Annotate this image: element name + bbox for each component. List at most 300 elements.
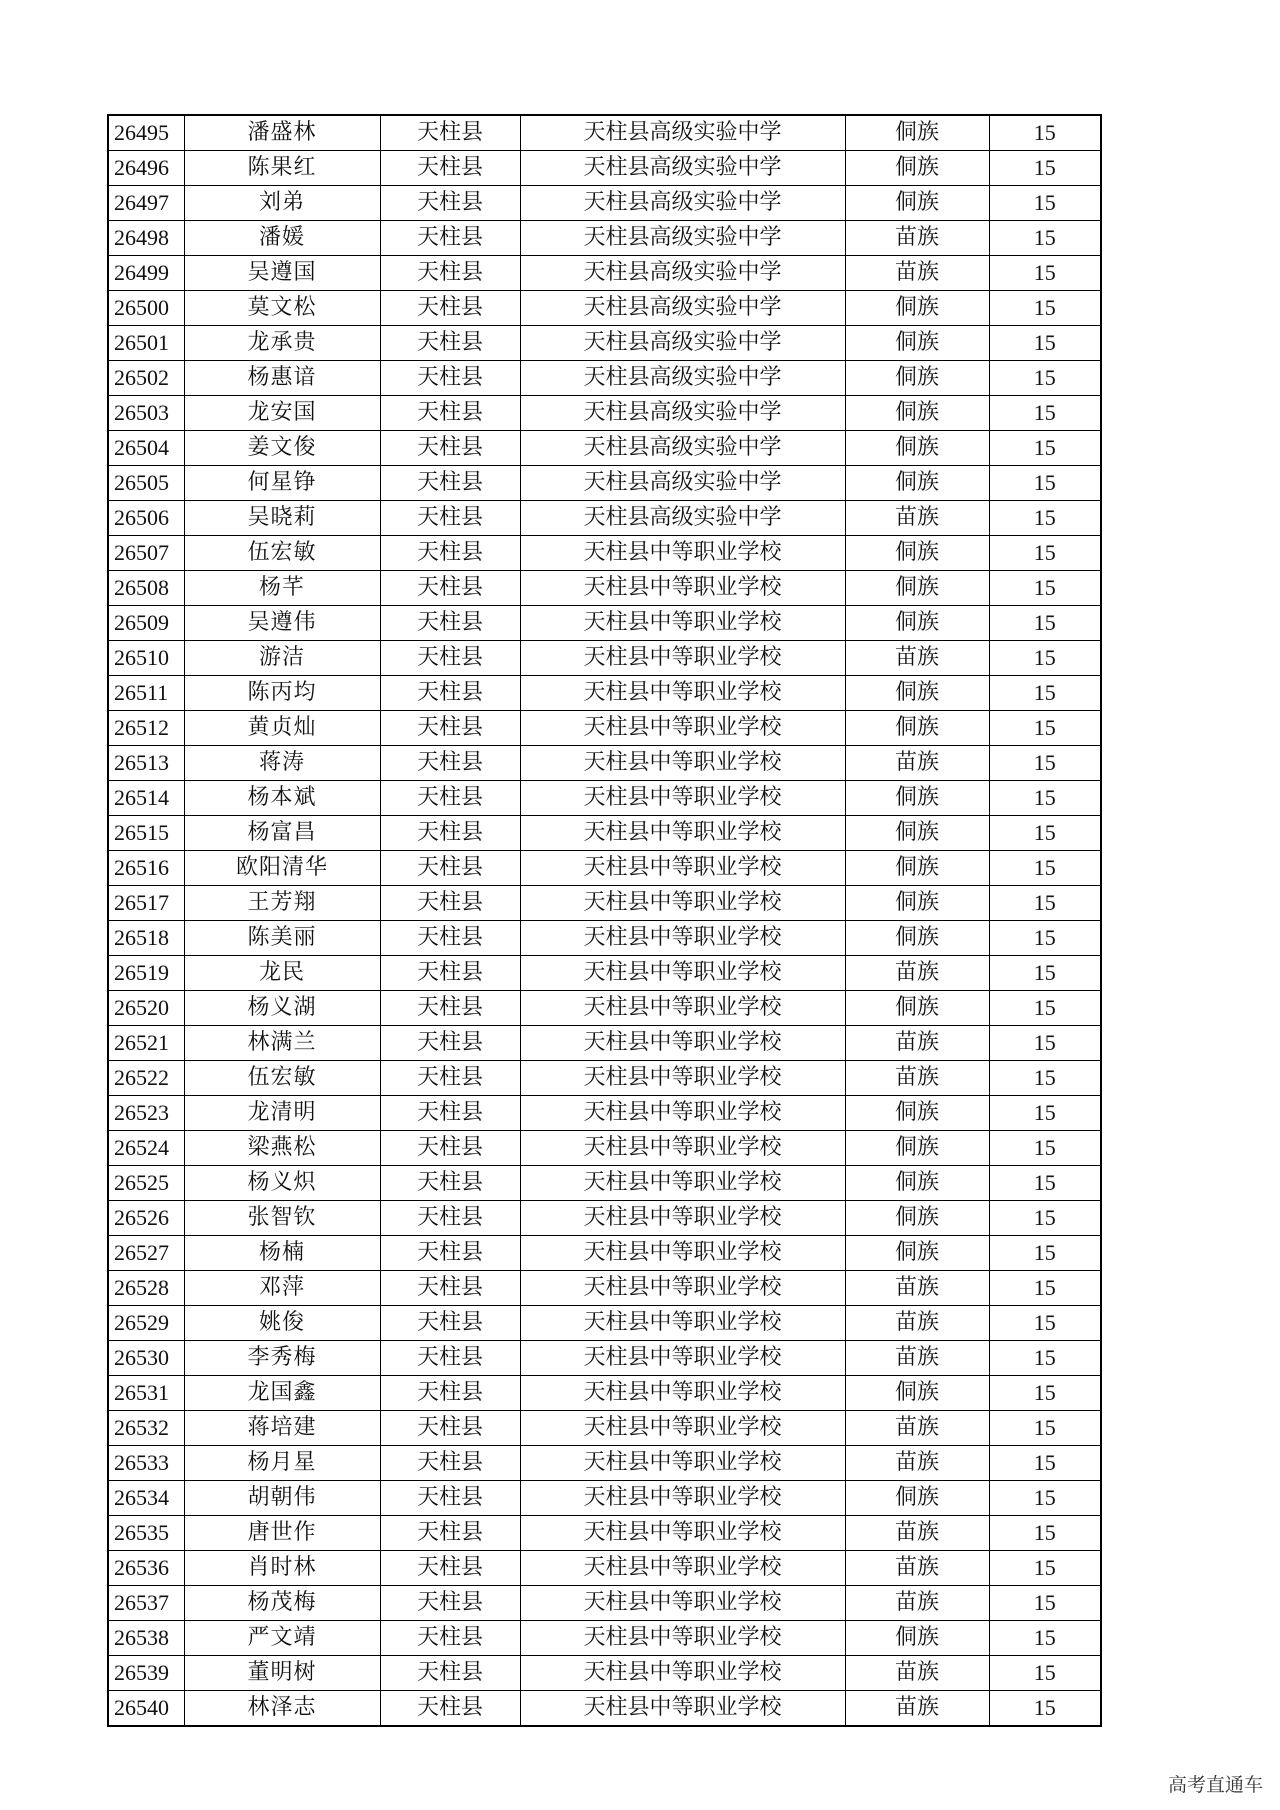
- county-cell: 天柱县: [380, 361, 520, 396]
- school-cell: 天柱县中等职业学校: [520, 641, 845, 676]
- student-name-cell: 蒋涛: [184, 746, 380, 781]
- ethnicity-cell: 侗族: [845, 1376, 989, 1411]
- school-cell: 天柱县中等职业学校: [520, 746, 845, 781]
- row-number-cell: 26509: [108, 606, 184, 641]
- ethnicity-cell: 苗族: [845, 1341, 989, 1376]
- ethnicity-cell: 侗族: [845, 921, 989, 956]
- ethnicity-cell: 侗族: [845, 291, 989, 326]
- ethnicity-cell: 苗族: [845, 221, 989, 256]
- county-cell: 天柱县: [380, 396, 520, 431]
- student-name-cell: 杨义湖: [184, 991, 380, 1026]
- table-row: [108, 1061, 1101, 1096]
- bonus-points-cell: 15: [989, 1481, 1101, 1516]
- table-row: [108, 1481, 1101, 1516]
- row-number-cell: 26517: [108, 886, 184, 921]
- county-cell: 天柱县: [380, 711, 520, 746]
- county-cell: 天柱县: [380, 1586, 520, 1621]
- school-cell: 天柱县高级实验中学: [520, 115, 845, 151]
- table-row: [108, 746, 1101, 781]
- county-cell: 天柱县: [380, 1656, 520, 1691]
- row-number-cell: 26534: [108, 1481, 184, 1516]
- bonus-points-cell: 15: [989, 1656, 1101, 1691]
- bonus-points-cell: 15: [989, 851, 1101, 886]
- table-row: [108, 816, 1101, 851]
- county-cell: 天柱县: [380, 676, 520, 711]
- student-name-cell: 莫文松: [184, 291, 380, 326]
- table-row: [108, 361, 1101, 396]
- student-name-cell: 严文靖: [184, 1621, 380, 1656]
- school-cell: 天柱县中等职业学校: [520, 956, 845, 991]
- student-name-cell: 何星铮: [184, 466, 380, 501]
- table-row: [108, 151, 1101, 186]
- bonus-points-cell: 15: [989, 1131, 1101, 1166]
- student-name-cell: 吴晓莉: [184, 501, 380, 536]
- school-cell: 天柱县中等职业学校: [520, 1586, 845, 1621]
- school-cell: 天柱县高级实验中学: [520, 326, 845, 361]
- student-name-cell: 陈美丽: [184, 921, 380, 956]
- ethnicity-cell: 侗族: [845, 1236, 989, 1271]
- bonus-points-cell: 15: [989, 396, 1101, 431]
- table-row: [108, 781, 1101, 816]
- row-number-cell: 26520: [108, 991, 184, 1026]
- county-cell: 天柱县: [380, 1516, 520, 1551]
- school-cell: 天柱县中等职业学校: [520, 816, 845, 851]
- bonus-points-cell: 15: [989, 431, 1101, 466]
- county-cell: 天柱县: [380, 501, 520, 536]
- bonus-points-cell: 15: [989, 1096, 1101, 1131]
- school-cell: 天柱县中等职业学校: [520, 1516, 845, 1551]
- bonus-points-cell: 15: [989, 1586, 1101, 1621]
- table-row: [108, 431, 1101, 466]
- student-name-cell: 蒋培建: [184, 1411, 380, 1446]
- student-name-cell: 杨惠谙: [184, 361, 380, 396]
- student-name-cell: 游洁: [184, 641, 380, 676]
- bonus-points-cell: 15: [989, 1201, 1101, 1236]
- county-cell: 天柱县: [380, 1271, 520, 1306]
- bonus-points-cell: 15: [989, 676, 1101, 711]
- bonus-points-cell: 15: [989, 1551, 1101, 1586]
- ethnicity-cell: 苗族: [845, 1446, 989, 1481]
- ethnicity-cell: 苗族: [845, 1656, 989, 1691]
- student-name-cell: 龙民: [184, 956, 380, 991]
- table-row: [108, 1586, 1101, 1621]
- county-cell: 天柱县: [380, 1306, 520, 1341]
- school-cell: 天柱县中等职业学校: [520, 536, 845, 571]
- county-cell: 天柱县: [380, 186, 520, 221]
- table-row: [108, 1621, 1101, 1656]
- county-cell: 天柱县: [380, 1341, 520, 1376]
- ethnicity-cell: 苗族: [845, 956, 989, 991]
- student-name-cell: 伍宏敏: [184, 536, 380, 571]
- county-cell: 天柱县: [380, 991, 520, 1026]
- county-cell: 天柱县: [380, 956, 520, 991]
- row-number-cell: 26495: [108, 115, 184, 151]
- table-row: [108, 886, 1101, 921]
- school-cell: 天柱县中等职业学校: [520, 1271, 845, 1306]
- table-row: [108, 326, 1101, 361]
- row-number-cell: 26527: [108, 1236, 184, 1271]
- table-row: [108, 291, 1101, 326]
- table-row: [108, 256, 1101, 291]
- county-cell: 天柱县: [380, 921, 520, 956]
- ethnicity-cell: 侗族: [845, 1621, 989, 1656]
- row-number-cell: 26502: [108, 361, 184, 396]
- county-cell: 天柱县: [380, 1691, 520, 1727]
- ethnicity-cell: 侗族: [845, 781, 989, 816]
- school-cell: 天柱县中等职业学校: [520, 1096, 845, 1131]
- row-number-cell: 26501: [108, 326, 184, 361]
- table-row: [108, 991, 1101, 1026]
- county-cell: 天柱县: [380, 816, 520, 851]
- table-row: [108, 1306, 1101, 1341]
- ethnicity-cell: 苗族: [845, 1551, 989, 1586]
- student-name-cell: 唐世作: [184, 1516, 380, 1551]
- ethnicity-cell: 苗族: [845, 1516, 989, 1551]
- row-number-cell: 26518: [108, 921, 184, 956]
- county-cell: 天柱县: [380, 1166, 520, 1201]
- bonus-points-cell: 15: [989, 641, 1101, 676]
- bonus-points-cell: 15: [989, 536, 1101, 571]
- table-row: [108, 501, 1101, 536]
- ethnicity-cell: 侗族: [845, 606, 989, 641]
- table-row: [108, 1096, 1101, 1131]
- ethnicity-cell: 侗族: [845, 431, 989, 466]
- school-cell: 天柱县中等职业学校: [520, 886, 845, 921]
- school-cell: 天柱县中等职业学校: [520, 1656, 845, 1691]
- student-name-cell: 杨芊: [184, 571, 380, 606]
- school-cell: 天柱县中等职业学校: [520, 1236, 845, 1271]
- bonus-points-cell: 15: [989, 711, 1101, 746]
- school-cell: 天柱县高级实验中学: [520, 221, 845, 256]
- county-cell: 天柱县: [380, 1131, 520, 1166]
- student-name-cell: 龙承贵: [184, 326, 380, 361]
- row-number-cell: 26511: [108, 676, 184, 711]
- school-cell: 天柱县高级实验中学: [520, 361, 845, 396]
- school-cell: 天柱县中等职业学校: [520, 606, 845, 641]
- county-cell: 天柱县: [380, 571, 520, 606]
- row-number-cell: 26512: [108, 711, 184, 746]
- student-name-cell: 伍宏敏: [184, 1061, 380, 1096]
- table-row: [108, 1691, 1101, 1727]
- school-cell: 天柱县中等职业学校: [520, 1691, 845, 1727]
- school-cell: 天柱县高级实验中学: [520, 186, 845, 221]
- student-name-cell: 姚俊: [184, 1306, 380, 1341]
- student-name-cell: 龙国鑫: [184, 1376, 380, 1411]
- table-row: [108, 921, 1101, 956]
- table-row: [108, 1376, 1101, 1411]
- table-row: [108, 956, 1101, 991]
- table-row: [108, 1236, 1101, 1271]
- bonus-points-cell: 15: [989, 1306, 1101, 1341]
- bonus-points-cell: 15: [989, 1166, 1101, 1201]
- row-number-cell: 26523: [108, 1096, 184, 1131]
- student-name-cell: 杨义炽: [184, 1166, 380, 1201]
- row-number-cell: 26510: [108, 641, 184, 676]
- bonus-points-cell: 15: [989, 256, 1101, 291]
- table-row: [108, 1656, 1101, 1691]
- ethnicity-cell: 侗族: [845, 816, 989, 851]
- table-row: [108, 1201, 1101, 1236]
- table-row: [108, 115, 1101, 151]
- student-name-cell: 林满兰: [184, 1026, 380, 1061]
- table-row: [108, 221, 1101, 256]
- county-cell: 天柱县: [380, 1096, 520, 1131]
- row-number-cell: 26524: [108, 1131, 184, 1166]
- school-cell: 天柱县中等职业学校: [520, 1411, 845, 1446]
- row-number-cell: 26533: [108, 1446, 184, 1481]
- county-cell: 天柱县: [380, 431, 520, 466]
- school-cell: 天柱县高级实验中学: [520, 151, 845, 186]
- table-row: [108, 1411, 1101, 1446]
- school-cell: 天柱县中等职业学校: [520, 1306, 845, 1341]
- county-cell: 天柱县: [380, 641, 520, 676]
- row-number-cell: 26497: [108, 186, 184, 221]
- bonus-points-cell: 15: [989, 151, 1101, 186]
- row-number-cell: 26499: [108, 256, 184, 291]
- ethnicity-cell: 苗族: [845, 1271, 989, 1306]
- county-cell: 天柱县: [380, 1446, 520, 1481]
- school-cell: 天柱县中等职业学校: [520, 1131, 845, 1166]
- bonus-points-cell: 15: [989, 291, 1101, 326]
- school-cell: 天柱县高级实验中学: [520, 256, 845, 291]
- row-number-cell: 26537: [108, 1586, 184, 1621]
- ethnicity-cell: 侗族: [845, 1481, 989, 1516]
- school-cell: 天柱县中等职业学校: [520, 921, 845, 956]
- bonus-points-cell: 15: [989, 1691, 1101, 1727]
- county-cell: 天柱县: [380, 1061, 520, 1096]
- county-cell: 天柱县: [380, 746, 520, 781]
- student-name-cell: 杨月星: [184, 1446, 380, 1481]
- bonus-points-cell: 15: [989, 1516, 1101, 1551]
- ethnicity-cell: 侗族: [845, 571, 989, 606]
- row-number-cell: 26535: [108, 1516, 184, 1551]
- student-name-cell: 梁燕松: [184, 1131, 380, 1166]
- bonus-points-cell: 15: [989, 466, 1101, 501]
- bonus-points-cell: 15: [989, 991, 1101, 1026]
- table-row: [108, 1446, 1101, 1481]
- bonus-points-cell: 15: [989, 1411, 1101, 1446]
- school-cell: 天柱县高级实验中学: [520, 466, 845, 501]
- school-cell: 天柱县中等职业学校: [520, 1621, 845, 1656]
- bonus-points-cell: 15: [989, 921, 1101, 956]
- table-row: [108, 1516, 1101, 1551]
- ethnicity-cell: 侗族: [845, 151, 989, 186]
- row-number-cell: 26508: [108, 571, 184, 606]
- student-name-cell: 王芳翔: [184, 886, 380, 921]
- ethnicity-cell: 苗族: [845, 641, 989, 676]
- ethnicity-cell: 侗族: [845, 1131, 989, 1166]
- ethnicity-cell: 侗族: [845, 326, 989, 361]
- row-number-cell: 26521: [108, 1026, 184, 1061]
- school-cell: 天柱县中等职业学校: [520, 1166, 845, 1201]
- ethnicity-cell: 侗族: [845, 396, 989, 431]
- table-row: [108, 396, 1101, 431]
- row-number-cell: 26522: [108, 1061, 184, 1096]
- row-number-cell: 26514: [108, 781, 184, 816]
- ethnicity-cell: 苗族: [845, 501, 989, 536]
- row-number-cell: 26529: [108, 1306, 184, 1341]
- row-number-cell: 26526: [108, 1201, 184, 1236]
- student-name-cell: 龙清明: [184, 1096, 380, 1131]
- county-cell: 天柱县: [380, 606, 520, 641]
- school-cell: 天柱县中等职业学校: [520, 1341, 845, 1376]
- bonus-points-cell: 15: [989, 221, 1101, 256]
- student-name-cell: 龙安国: [184, 396, 380, 431]
- student-name-cell: 刘弟: [184, 186, 380, 221]
- student-name-cell: 姜文俊: [184, 431, 380, 466]
- student-name-cell: 吴遵国: [184, 256, 380, 291]
- ethnicity-cell: 苗族: [845, 1061, 989, 1096]
- bonus-points-cell: 15: [989, 956, 1101, 991]
- county-cell: 天柱县: [380, 781, 520, 816]
- ethnicity-cell: 苗族: [845, 746, 989, 781]
- school-cell: 天柱县高级实验中学: [520, 501, 845, 536]
- student-name-cell: 林泽志: [184, 1691, 380, 1727]
- table-row: [108, 1166, 1101, 1201]
- bonus-points-cell: 15: [989, 886, 1101, 921]
- row-number-cell: 26536: [108, 1551, 184, 1586]
- row-number-cell: 26538: [108, 1621, 184, 1656]
- student-name-cell: 潘媛: [184, 221, 380, 256]
- table-row: [108, 676, 1101, 711]
- row-number-cell: 26516: [108, 851, 184, 886]
- ethnicity-cell: 侗族: [845, 886, 989, 921]
- county-cell: 天柱县: [380, 1551, 520, 1586]
- school-cell: 天柱县高级实验中学: [520, 431, 845, 466]
- student-name-cell: 杨本斌: [184, 781, 380, 816]
- ethnicity-cell: 苗族: [845, 1586, 989, 1621]
- student-name-cell: 邓萍: [184, 1271, 380, 1306]
- school-cell: 天柱县中等职业学校: [520, 1026, 845, 1061]
- student-name-cell: 陈丙均: [184, 676, 380, 711]
- county-cell: 天柱县: [380, 115, 520, 151]
- school-cell: 天柱县中等职业学校: [520, 1061, 845, 1096]
- bonus-points-cell: 15: [989, 606, 1101, 641]
- bonus-points-cell: 15: [989, 361, 1101, 396]
- ethnicity-cell: 苗族: [845, 1411, 989, 1446]
- ethnicity-cell: 侗族: [845, 676, 989, 711]
- student-name-cell: 张智钦: [184, 1201, 380, 1236]
- ethnicity-cell: 苗族: [845, 256, 989, 291]
- student-name-cell: 潘盛林: [184, 115, 380, 151]
- bonus-points-cell: 15: [989, 1341, 1101, 1376]
- student-name-cell: 黄贞灿: [184, 711, 380, 746]
- school-cell: 天柱县中等职业学校: [520, 571, 845, 606]
- table-row: [108, 1131, 1101, 1166]
- school-cell: 天柱县中等职业学校: [520, 781, 845, 816]
- ethnicity-cell: 苗族: [845, 1691, 989, 1727]
- table-row: [108, 466, 1101, 501]
- county-cell: 天柱县: [380, 1621, 520, 1656]
- bonus-points-cell: 15: [989, 1621, 1101, 1656]
- county-cell: 天柱县: [380, 1411, 520, 1446]
- row-number-cell: 26503: [108, 396, 184, 431]
- county-cell: 天柱县: [380, 1201, 520, 1236]
- county-cell: 天柱县: [380, 221, 520, 256]
- school-cell: 天柱县中等职业学校: [520, 1376, 845, 1411]
- table-row: [108, 1341, 1101, 1376]
- table-row: [108, 711, 1101, 746]
- row-number-cell: 26528: [108, 1271, 184, 1306]
- student-name-cell: 杨楠: [184, 1236, 380, 1271]
- student-name-cell: 陈果红: [184, 151, 380, 186]
- county-cell: 天柱县: [380, 291, 520, 326]
- ethnicity-cell: 侗族: [845, 186, 989, 221]
- bonus-points-cell: 15: [989, 186, 1101, 221]
- school-cell: 天柱县中等职业学校: [520, 1481, 845, 1516]
- county-cell: 天柱县: [380, 1236, 520, 1271]
- row-number-cell: 26513: [108, 746, 184, 781]
- watermark-text: 高考直通车: [1167, 1774, 1263, 1796]
- ethnicity-cell: 侗族: [845, 711, 989, 746]
- row-number-cell: 26500: [108, 291, 184, 326]
- bonus-points-cell: 15: [989, 326, 1101, 361]
- ethnicity-cell: 侗族: [845, 466, 989, 501]
- school-cell: 天柱县高级实验中学: [520, 291, 845, 326]
- bonus-points-cell: 15: [989, 1026, 1101, 1061]
- row-number-cell: 26507: [108, 536, 184, 571]
- school-cell: 天柱县中等职业学校: [520, 851, 845, 886]
- bonus-points-cell: 15: [989, 115, 1101, 151]
- row-number-cell: 26496: [108, 151, 184, 186]
- roster-body: [108, 115, 1101, 1726]
- row-number-cell: 26515: [108, 816, 184, 851]
- student-name-cell: 杨茂梅: [184, 1586, 380, 1621]
- bonus-points-cell: 15: [989, 571, 1101, 606]
- ethnicity-cell: 苗族: [845, 1306, 989, 1341]
- student-name-cell: 欧阳清华: [184, 851, 380, 886]
- row-number-cell: 26519: [108, 956, 184, 991]
- bonus-points-cell: 15: [989, 501, 1101, 536]
- county-cell: 天柱县: [380, 466, 520, 501]
- county-cell: 天柱县: [380, 1026, 520, 1061]
- table-row: [108, 571, 1101, 606]
- school-cell: 天柱县中等职业学校: [520, 711, 845, 746]
- ethnicity-cell: 侗族: [845, 1096, 989, 1131]
- row-number-cell: 26525: [108, 1166, 184, 1201]
- row-number-cell: 26532: [108, 1411, 184, 1446]
- ethnicity-cell: 侗族: [845, 536, 989, 571]
- school-cell: 天柱县中等职业学校: [520, 1446, 845, 1481]
- county-cell: 天柱县: [380, 1481, 520, 1516]
- table-row: [108, 851, 1101, 886]
- student-name-cell: 董明树: [184, 1656, 380, 1691]
- student-name-cell: 杨富昌: [184, 816, 380, 851]
- table-row: [108, 606, 1101, 641]
- row-number-cell: 26498: [108, 221, 184, 256]
- table-row: [108, 1271, 1101, 1306]
- county-cell: 天柱县: [380, 326, 520, 361]
- bonus-points-cell: 15: [989, 1236, 1101, 1271]
- bonus-points-cell: 15: [989, 781, 1101, 816]
- bonus-points-cell: 15: [989, 1061, 1101, 1096]
- county-cell: 天柱县: [380, 1376, 520, 1411]
- bonus-points-cell: 15: [989, 816, 1101, 851]
- ethnicity-cell: 侗族: [845, 1201, 989, 1236]
- school-cell: 天柱县中等职业学校: [520, 676, 845, 711]
- row-number-cell: 26531: [108, 1376, 184, 1411]
- table-row: [108, 186, 1101, 221]
- school-cell: 天柱县高级实验中学: [520, 396, 845, 431]
- ethnicity-cell: 苗族: [845, 1026, 989, 1061]
- ethnicity-cell: 侗族: [845, 851, 989, 886]
- row-number-cell: 26506: [108, 501, 184, 536]
- row-number-cell: 26540: [108, 1691, 184, 1727]
- bonus-points-cell: 15: [989, 1271, 1101, 1306]
- student-name-cell: 吴遵伟: [184, 606, 380, 641]
- school-cell: 天柱县中等职业学校: [520, 1201, 845, 1236]
- county-cell: 天柱县: [380, 256, 520, 291]
